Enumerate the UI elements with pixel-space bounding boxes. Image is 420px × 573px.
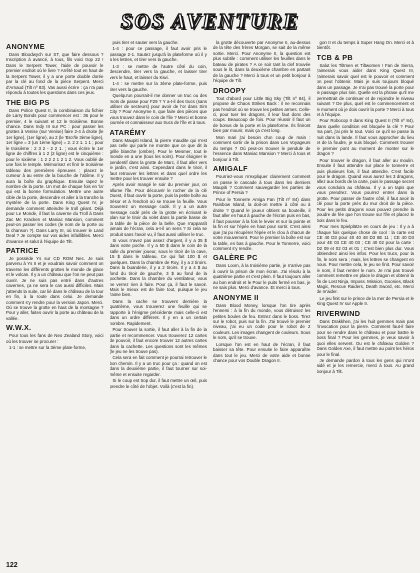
paragraph: Pour tous les fans de Neo Zealand Story, voici où les trouver se procurer : [6,333,104,344]
section-heading: PATRICE [6,245,39,255]
paragraph: Dans Loom, à la troisième partie, je n'arrive pas à ouvrir la prison de mon écran. J'ai résolu à la quatrième partie et c'est plein. Il faut toujours aller au bon endroit et le Pour le puits fermé en bas, je ne sais plus. Merci d'avance. Et merci à tous. [213,263,311,291]
section-heading: RIVERWIND [316,308,361,318]
paragraph: Dans Bloodwych sur ST, que faire dessous ? Inscription à avancé, à tous, fils voici trop 22 ! Dans le Serpent Tower, l'aide de pouvoir le premier endroit où le livre ? Arrêté tout en haut de la Serpent Tower, il y a une porte double dorée par la clé au fond de la pièce Serpent. Merci d'Arnaud (Tilt nº 83). Vas aussi écrire : ça n'a pas répondu à toutes les questions dans ces jeux. [6,52,104,96]
paragraph: Dans la cache se trouvent dernière la quatrième, vous trouverez une feuille qui se rapporte à l'énigme précédente mais celle-ci est dans un ordre différent. Il y en a un certain nombre. Rapidement. [109,298,207,326]
paragraph: Quelqu'un pourrait-il me donner un truc ou des mots de passe pour F29 ? Y a-t-il des trucs (sans utiliser de secteurs) pour avoir de l'or dans Sim City ? Pour Anonyme II, que faire des pièces que vous trouvez dans le coin de l'île ? Merci et bonne journée et connaisseur aux trucs de l'île et à tous. [109,93,207,126]
section-heading: ATARÉMY [109,127,147,137]
paragraph: la grotte découverte par Anonyme II, au-dessus de la tête des frères Morgan, se sait de la même sortie. Merci. Pour Anonyme II, la question est plus subtile : comment utiliser les feuilles dans le bateau de pirates ? A ce soir tant la clef trouvée sous le lit, dans la deuxième chambre en partant de la gauche ? Merci à tous et un petit bonjour à l'équipe de Tilt. [213,40,311,84]
paragraph: Mon mari j'ai besoin d'un coup de main : comment sortir de la prison dans Les Voyageurs du temps ? Où peut-on trouver le pendule de l'essence dans Maniac Mansion ? Merci à tous et bonjour à Tilt. [213,134,311,162]
paragraph: puis tirer et sauter vers la gauche. [112,40,179,45]
paragraph: Pour Robocop II dans King Quest II (Tilt nº 84), dans quelle condition est bloquée la clé ? Pour ma part, j'ai pris le tout. Voici ce qu'il se passe la nuit dans la lande. Il faut vous approcher du lieu et de la foudre, je suis bloqué. Comment trouver le premier pont au moment de monter sur le dragon ? [316,118,414,157]
paragraph: Si vous n'avez pas assez d'argent, il y a 35 $ dans votre poche. Il y a 50 $ dans le coin de la salle du premier joueur, sous le tiroir de la cave, 15 $ dans le tableau. Ce qui fait 100 $ et quelques. Dans la chambre de Roy, il y a 2 tiroirs. Dans la buanderie, il y a 2 tiroirs. Il y a 4 $ au fond du tiroir de gauche, 3 $ au fond de la pochette. Dans la chambre du ventilateur, vous ne verrez rien à faire. Pour ça, il faut le savoir. Mais le mieux est de faire tout, puisque le jeu l'aime bien. [109,237,207,298]
paragraph: Pour trouver le dragon, il faut aller au moulin. Ensuite il faut attendre sur place le tonnerre et puis plusieurs fois, il faut attendre. C'est facile pour le dragon. Quand vous aurez les 3 dragons, allez aux bords de la carte, puis le passage secret vous conduira au château. Il y a un tapis que vous prendrez. Vous pourrez entrer dans la grotte. Pour passer de l'autre côté, il faut avoir la clé pour la porte près du mur droit de la pièce. Pour les petits dragons vous pouvez prendre la poudre de fée que l'on trouve sur l'île et placez le bois dans le feu. [316,157,414,223]
page-header [0,4,420,38]
section-heading: W.W.X. [6,323,32,333]
text-column [317,40,415,563]
paragraph: Dans Drakkhen, j'ai les huit gemmes mais pas l'invocation pour la pierre. Comment faut-il faire pour se rendre dans le château et pour battre le boss final ? Pour les gemmes, je veux savoir à quoi elles servent. Ou est le château Golden ? Dans Golden Axe, il faut mettre au point les héros pour le final. [316,318,414,357]
paragraph: Après avoir mangé le soir du premier jour, on allume l'île. Pour découvrir le rocher de la clé Ouest, il faut ouvrir la porte, puis la petite boîte au trésor et à l'endroit où se trouve la feuille. Vous trouverez un message codé. Il y a un autre message codé près de la grotte en écrivant le plan sur le tiroir du volet dans la partie basse de la table de la pièce de la belle. Que n'apparaît jamais de l'écran, cela a-t-il un sens ? Si cela se produit sans l'avoir vu, il faut aussi utiliser le truc. [109,182,207,237]
paragraph: Salut les Tiltmen et Tiltwomen ! Fan de Sierra, j'aimerais vous aider dans King Quest III, j'aimerais savoir quel est le pouvoir et comment on peut l'obtenir. Mais je suis toujours bloqué dans un passage. Je n'ai pas trouvé la porte pour le passage plus loin. Quelle est la phrase qu'il me permettrait de continuer et de rejoindre le niveau suivant ? De plus, quel est le commencement et le moment où je dois ouvrir la porte ? Merci à tous et à l'équipe. [316,62,414,117]
paragraph: Lorsque l'on est en haut de l'écran, il faut baisser sa tête. Pour ensuite le faire apparaître dans tout le jeu. Merci de votre aide et bonne chance pour vos Double Dragon II. [213,341,311,364]
paragraph: Dans Blood Money, lorsque l'on tire après l'ennemi : à la fin du monde, vous détruisez les petites boules de feu. Entrez dans le boss. Tirez sur le robot, puis sur la fin. J'ai trouvé le premier niveau, j'ai eu un code pour le robot de 2 couleurs. Les images changent de couleurs. Sous le nom, qu'il se trouve. [213,302,311,341]
paragraph: Tout d'abord pour Little Big Sky (Tilt nº 84), il propose de Chaos Strikes Back : il ne reconnais pas l'endroit où se trouve les petites armes. Celle-ci, pour tuer les dragons, il leur faut donc des coups. Beaucoup de fois. Pour réussir il faut un de bonus de la porte et la plateforme. Ils finiront bien par mourir, mais ça c'est long. [213,95,311,134]
section-heading: THE BIG PS [6,97,50,107]
paragraph: Je possède Ys sur CD ROM Nec. Je suis parvenu à Ys II et je voudrais savoir comment on traverse les différents grottes le monde de glace et le volcan. Il y a un château que l'on ne peut pas ouvrir. Je ne suis pas entré dans d'autres cavernes, ça ne sera le cas aussi difficiles. Mais j'attends la suite, car lié dans le château de la tour en fin, à la route dans celui. Je demande comment s'y rendre pour la version Japon. Merci. Où se trouve la grotte en haut de la montagne ? Pour y aller, faites ouvrir la porte au château de la vallée. [6,255,104,321]
text-column [213,40,311,563]
section-heading: DROOPY [213,85,246,95]
section-heading: TCB & PB [316,52,353,62]
paragraph: 1-1 : se mettre sur la 3ème plate-forme, [9,345,87,351]
page-number: 122 [6,562,18,569]
section-heading: ANONYME [6,42,45,51]
paragraph: Pour mes Spielplätze en cours de jeu : Il y a à chaque fois quelque chose de cool : la carte est CE 40 D3 pour 40 40 48 D3 8E 11 ; CE 40 D3 pour 4E 03 CE 40 03 ; CE 40 02 pour la carte : D2 09 et 02 03 et 01 ; C'est bien plus dur. Vous obtiendrez ainsi les infos. Pour les trucs, pour la fin, le nom sera ; mais, les lettres se changent en nous. Pour mettre cela, le jeu se finit. Pour savoir le nom, il faut rentrer le nom. Je n'ai pas trouvé comment remettre en place le dragon et obtenir la fin de Lost Ninja, Imposs. Mission, Goonies, Black Magic, Rescue Raiders, Death Sword, etc. Merci de m'aider. [316,224,414,295]
paragraph: Pour trouver la sortie, il faut aller à la fin de la partie et recommencer. Vous trouverez 12 cartes de pouvoir, il faut encore trouver 12 autres cartes dans la cachette. Les questions sont les mêmes (le jeu ne les trouve pas). [109,327,207,355]
article-columns [6,40,414,563]
text-column [6,40,104,563]
paragraph: Cela sera en fait comment je pourrai retrouver le bon chemin. Il y a un truc pour ça : quand on est dans la deuxième partie, il faut tourner sur soi-même et ensuite regarder. [109,355,207,377]
section-heading: GALÈRE PC [213,253,258,263]
paragraph: Dans Police Quest II, la combinaison du fichier de Larry Bonds pour commencer est : 36 pour le premier, 4 le suivant et 12 le troisième. Bonne chance. Dans Indy III sur PC : pour passer les grottes à Venise (sur Venise) faire 2-4 à droite (le 1er ligne), (1er ligne), au 2 (le 'Bro'/le 3ème ligne), 1er ligne = 3 (un 1ème ligne) = 2. 2 2 1. 1 1 ; pour le troisième : 2 3 2 - 2 2 1. ; vous écrire le 1er ligne de chiffres à 1 2 (2 ligne) est le cinquième : pour le sixième : 1 2 2 2 1 2 1 2. Vous oublié de une fois le temple. Mémorisez et finir le troisième tableau des premières épreuves : placez le curseur à au entre de la bouche de l'abîme. Il y aura la boîte du graphique. Ensuite tapez le nombre de la porte. Un mot de chaque fois en 'la' qui est la bonne formulation. Mettre une autre cible de la porte, descendre et aller à la tranche la mystère de la porte. Dans King Quest IV, je demande comment atteindre le troll géant. Déjà pour Le Monde, il faut la caverne du Troll à Dans Zac Mc Kracken et Maniac Mansion, comment peut-on passer les codes (le nom de la porte ou la chanson ?). Dans Larry III, où trouver le Land Deal ? Je compte sur vos aides infaillibles. Merci d'avance et salut à l'équipe de Tilt. [6,107,104,244]
text-column [110,40,208,563]
paragraph: Pourriez-vous m'expliquer clairement comment on passe le cascade à tous dans les derniers Maupiti ? Comment sauvegarder les parties de Prince of Persia ? [213,174,311,196]
page-title: SOS AVENTURE [120,9,300,33]
paragraph: 1-3 : se mettre de l'autre côté du coin, descendre, tirer vers la gauche, et laisser tirer vers le haut, et laisser du Kiwi. [109,63,207,80]
section-heading: ANONYME II [213,292,259,302]
paragraph: 1-4 : se mettre sur la 3ème plate-forme, puis tirer vers la gauche. [109,81,207,92]
paragraph: gon II et du temps à Super Hang On. Merci et à bientôt. [316,40,414,51]
paragraph: Dans Maupiti Island, la pierre maudite qui n'est pas celle qui parle ne montre que ce que dit la grille blanche (ombre). Pour le Mesmer, tout le monde en a une (tous les soirs). Pour éloigner le pendentif dans la grotte de Marc, il faut aller vers le jardin, c'est ainsi. Cependant dans le tiroir, il faut retrouver les lettres et dans quel ordre les mettre pour les trouver ensuite ? [109,137,207,181]
paragraph: Si le coup est trop dur, il faut mettre un œil, puis prendre le côté de l'objet. Voilà (c'est la fin). [109,378,207,389]
paragraph: Pour le Tonnerre Amiga Fan (Tilt nº 84) dans Rainbow Island, la doit-on mettre à côté ou à droite ? Quand le joueur obtient sa bouteille, il faut aller en haut à gauche de l'écran puis en bas, il faut pousser à la fois le levier et sur la pointe et la fin et sur l'épée en haut pour sortir. C'est ainsi que j'ai pu récupérer l'épée et le clou à chacun de votre mouvement. Pour le premier la boîte est sur la table, en bas à gauche. Pour le Tonnerre, voici comment s'y rendre. [213,196,311,251]
section-heading: AMIGALF [213,164,248,174]
paragraph: Je demande pardon à tous les gens qui m'ont aidé et je les remercie, merci à tous. Au grand bonjour à Tilt. [316,358,414,374]
paragraph: Le jeu finit sur le prince de la mer de Persia et le King Quest IV sur Apple II. [316,295,414,307]
paragraph: 1-4 : pour ce passage, il faut avoir pris le passage 2-1. Sautez jusqu'à la plateforme où il y a les lettres, et tirer vers la gauche. [109,46,207,63]
